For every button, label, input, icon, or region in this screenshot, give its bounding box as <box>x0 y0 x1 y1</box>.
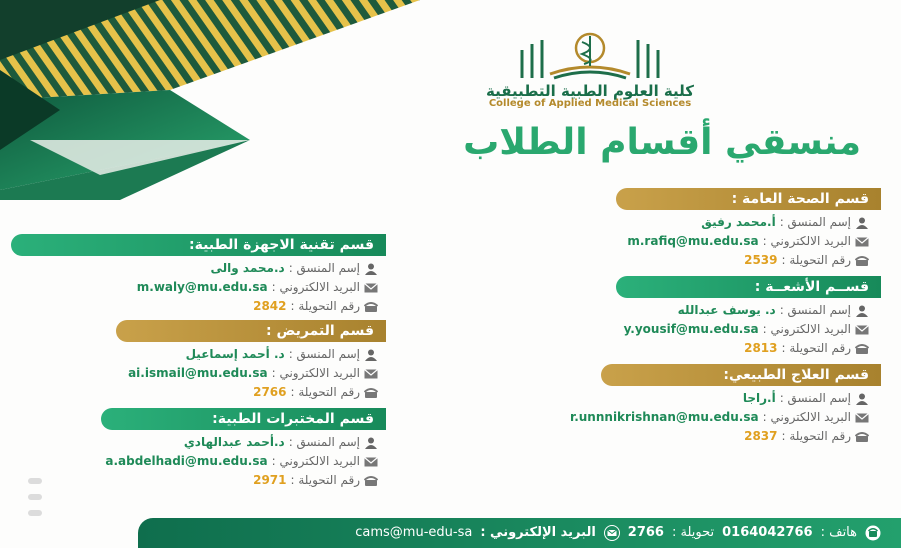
email-line: البريد الالكتروني : y.yousif@mu.edu.sa <box>511 320 869 339</box>
envelope-icon <box>364 368 378 380</box>
section-heading: قســم الأشعــة : <box>616 276 881 298</box>
phone-icon <box>865 525 881 541</box>
coordinator-email[interactable]: a.abdelhadi@mu.edu.sa <box>105 454 268 468</box>
extension-line: رقم التحويلة : 2539 <box>511 251 869 270</box>
phone-icon <box>364 301 378 313</box>
section-heading: قسم تقنية الاجهزة الطبية: <box>11 234 386 256</box>
logo-emblem-icon <box>510 30 670 82</box>
person-icon <box>855 217 869 229</box>
coordinator-email[interactable]: m.waly@mu.edu.sa <box>136 280 268 294</box>
transfer-number: 2766 <box>627 525 664 540</box>
phone-icon <box>855 343 869 355</box>
person-icon <box>364 437 378 449</box>
section-heading: قسم الصحة العامة : <box>616 188 881 210</box>
coordinator-name: أ.محمد رفيق <box>701 215 776 229</box>
extension-number: 2539 <box>744 253 778 267</box>
phone-icon <box>364 475 378 487</box>
contact-footer <box>138 518 901 548</box>
coordinator-email[interactable]: ai.ismail@mu.edu.sa <box>128 366 268 380</box>
extension-line: رقم التحويلة : 2842 <box>6 297 378 316</box>
envelope-icon <box>855 236 869 248</box>
coordinator-name: د. يوسف عبدالله <box>677 303 776 317</box>
college-name-english: College of Applied Medical Sciences <box>488 98 692 109</box>
section-medical-equipment <box>6 234 386 316</box>
envelope-icon <box>855 412 869 424</box>
person-icon <box>364 349 378 361</box>
extension-number: 2971 <box>253 473 287 487</box>
phone-icon <box>855 431 869 443</box>
section-radiology <box>511 276 881 358</box>
coordinator-line: إسم المنسق : أ.راجا <box>421 389 869 408</box>
section-public-health <box>511 188 881 270</box>
envelope-icon <box>364 456 378 468</box>
footer-email[interactable]: cams@mu-edu-sa <box>355 525 473 540</box>
section-nursing <box>6 320 386 402</box>
phone-icon <box>855 255 869 267</box>
person-icon <box>855 393 869 405</box>
email-line: البريد الالكتروني : m.waly@mu.edu.sa <box>6 278 378 297</box>
extension-line: رقم التحويلة : 2971 <box>0 471 378 490</box>
header-decoration <box>0 0 460 200</box>
transfer-label: تحويلة : <box>671 525 715 540</box>
decorative-dots <box>28 478 58 528</box>
email-line: البريد الالكتروني : a.abdelhadi@mu.edu.sa <box>0 452 378 471</box>
coordinator-line: إسم المنسق : د.محمد والى <box>6 259 378 278</box>
coordinator-email[interactable]: r.unnnikrishnan@mu.edu.sa <box>570 410 759 424</box>
person-icon <box>364 263 378 275</box>
coordinator-name: د.أحمد عبدالهادي <box>183 435 285 449</box>
coordinator-line: إسم المنسق : د. يوسف عبدالله <box>511 301 869 320</box>
extension-number: 2842 <box>253 299 287 313</box>
email-label: البريد الإلكتروني : <box>480 525 596 540</box>
extension-number: 2837 <box>744 429 778 443</box>
phone-icon <box>364 387 378 399</box>
extension-number: 2813 <box>744 341 778 355</box>
extension-line: رقم التحويلة : 2766 <box>6 383 378 402</box>
envelope-icon <box>855 324 869 336</box>
coordinator-email[interactable]: y.yousif@mu.edu.sa <box>623 322 759 336</box>
section-physical-therapy <box>421 364 881 446</box>
email-line: البريد الالكتروني : r.unnnikrishnan@mu.edu.sa <box>421 408 869 427</box>
extension-number: 2766 <box>253 385 287 399</box>
coordinator-line: إسم المنسق : أ.محمد رفيق <box>511 213 869 232</box>
envelope-icon <box>364 282 378 294</box>
phone-number[interactable]: 0164042766 <box>722 525 813 540</box>
person-icon <box>855 305 869 317</box>
coordinator-line: إسم المنسق : د. أحمد إسماعيل <box>6 345 378 364</box>
extension-line: رقم التحويلة : 2837 <box>421 427 869 446</box>
college-name-arabic: كلية العلوم الطبية التطبيقية <box>486 82 694 100</box>
coordinator-name: د. أحمد إسماعيل <box>185 347 285 361</box>
section-heading: قسم المختبرات الطبية: <box>101 408 386 430</box>
email-line: البريد الالكتروني : m.rafiq@mu.edu.sa <box>511 232 869 251</box>
phone-label: هاتف : <box>820 525 857 540</box>
coordinator-name: د.محمد والى <box>210 261 285 275</box>
coordinator-email[interactable]: m.rafiq@mu.edu.sa <box>627 234 759 248</box>
section-heading: قسم العلاج الطبيعي: <box>601 364 881 386</box>
extension-line: رقم التحويلة : 2813 <box>511 339 869 358</box>
email-line: البريد الالكتروني : ai.ismail@mu.edu.sa <box>6 364 378 383</box>
email-icon <box>604 525 620 541</box>
section-heading: قسم التمريض : <box>116 320 386 342</box>
page-title: منسقي أقسام الطلاب <box>463 122 861 163</box>
coordinator-name: أ.راجا <box>742 391 776 405</box>
coordinator-line: إسم المنسق : د.أحمد عبدالهادي <box>0 433 378 452</box>
